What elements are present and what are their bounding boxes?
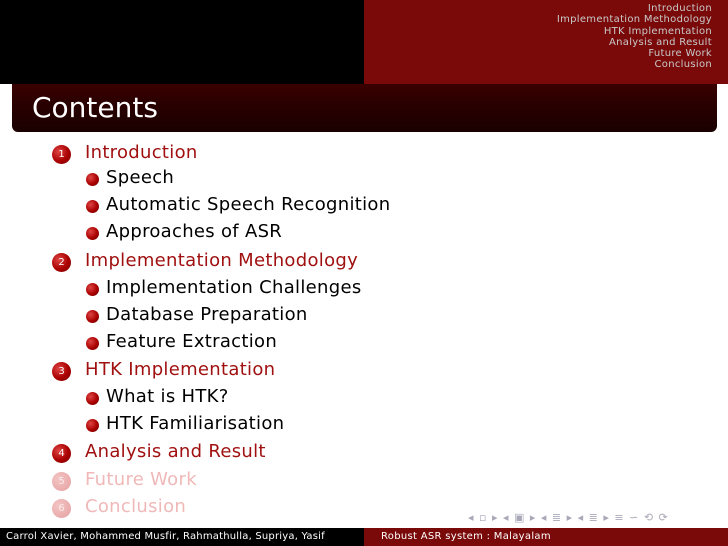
nav-item-htk-implementation[interactable]: HTK Implementation bbox=[603, 25, 712, 37]
header-left-panel bbox=[0, 0, 364, 84]
toc-section-label: Implementation Methodology bbox=[85, 250, 359, 271]
nav-item-conclusion[interactable]: Conclusion bbox=[654, 59, 712, 71]
toc-subsection-label: HTK Familiarisation bbox=[106, 413, 285, 434]
nav-item-implementation-methodology[interactable]: Implementation Methodology bbox=[556, 14, 712, 26]
section-number-badge: 1 bbox=[52, 145, 71, 164]
bullet-ball-icon bbox=[86, 392, 99, 405]
bullet-ball-icon bbox=[86, 310, 99, 323]
bullet-ball-icon bbox=[86, 173, 99, 186]
section-number-badge: 2 bbox=[52, 253, 71, 272]
bullet-ball-icon bbox=[86, 337, 99, 350]
nav-item-introduction[interactable]: Introduction bbox=[647, 3, 712, 14]
frame-title: Contents bbox=[32, 91, 158, 124]
toc-subsection-label: Implementation Challenges bbox=[106, 277, 362, 298]
section-navigation bbox=[364, 3, 728, 71]
section-number-badge: 4 bbox=[52, 444, 71, 463]
toc-section-label: Analysis and Result bbox=[85, 441, 266, 462]
footer-bar bbox=[0, 528, 728, 546]
bullet-ball-icon bbox=[86, 283, 99, 296]
toc-subsection-label: Speech bbox=[106, 167, 175, 188]
toc-section-label: Conclusion bbox=[85, 496, 187, 517]
toc-subsection-label: Approaches of ASR bbox=[106, 221, 283, 242]
toc-subsection-label: Database Preparation bbox=[106, 304, 308, 325]
nav-item-future-work[interactable]: Future Work bbox=[648, 48, 712, 60]
footer-talk-title: Robust ASR system : Malayalam bbox=[381, 531, 551, 542]
section-number-badge: 6 bbox=[52, 499, 71, 518]
header-bar bbox=[0, 0, 728, 84]
toc-subsection-label: Automatic Speech Recognition bbox=[106, 194, 391, 215]
bullet-ball-icon bbox=[86, 419, 99, 432]
frame-title-bar bbox=[12, 84, 717, 132]
beamer-navigation-controls[interactable]: ◂ ▫ ▸ ◂ ▣ ▸ ◂ ≣ ▸ ◂ ≣ ▸ ≡ ∽ ⟲ ⟳ bbox=[468, 511, 669, 524]
toc-section-label: HTK Implementation bbox=[85, 359, 276, 380]
bullet-ball-icon bbox=[86, 200, 99, 213]
toc-subsection-label: Feature Extraction bbox=[106, 331, 278, 352]
nav-item-analysis-and-result[interactable]: Analysis and Result bbox=[609, 36, 712, 48]
toc-section-label: Introduction bbox=[85, 142, 198, 163]
section-number-badge: 5 bbox=[52, 472, 71, 491]
toc-section-label: Future Work bbox=[85, 469, 197, 490]
bullet-ball-icon bbox=[86, 227, 99, 240]
section-number-badge: 3 bbox=[52, 362, 71, 381]
footer-authors: Carrol Xavier, Mohammed Musfir, Rahmathulla, Supriya, Yasif bbox=[6, 531, 325, 542]
toc-subsection-label: What is HTK? bbox=[106, 386, 229, 407]
